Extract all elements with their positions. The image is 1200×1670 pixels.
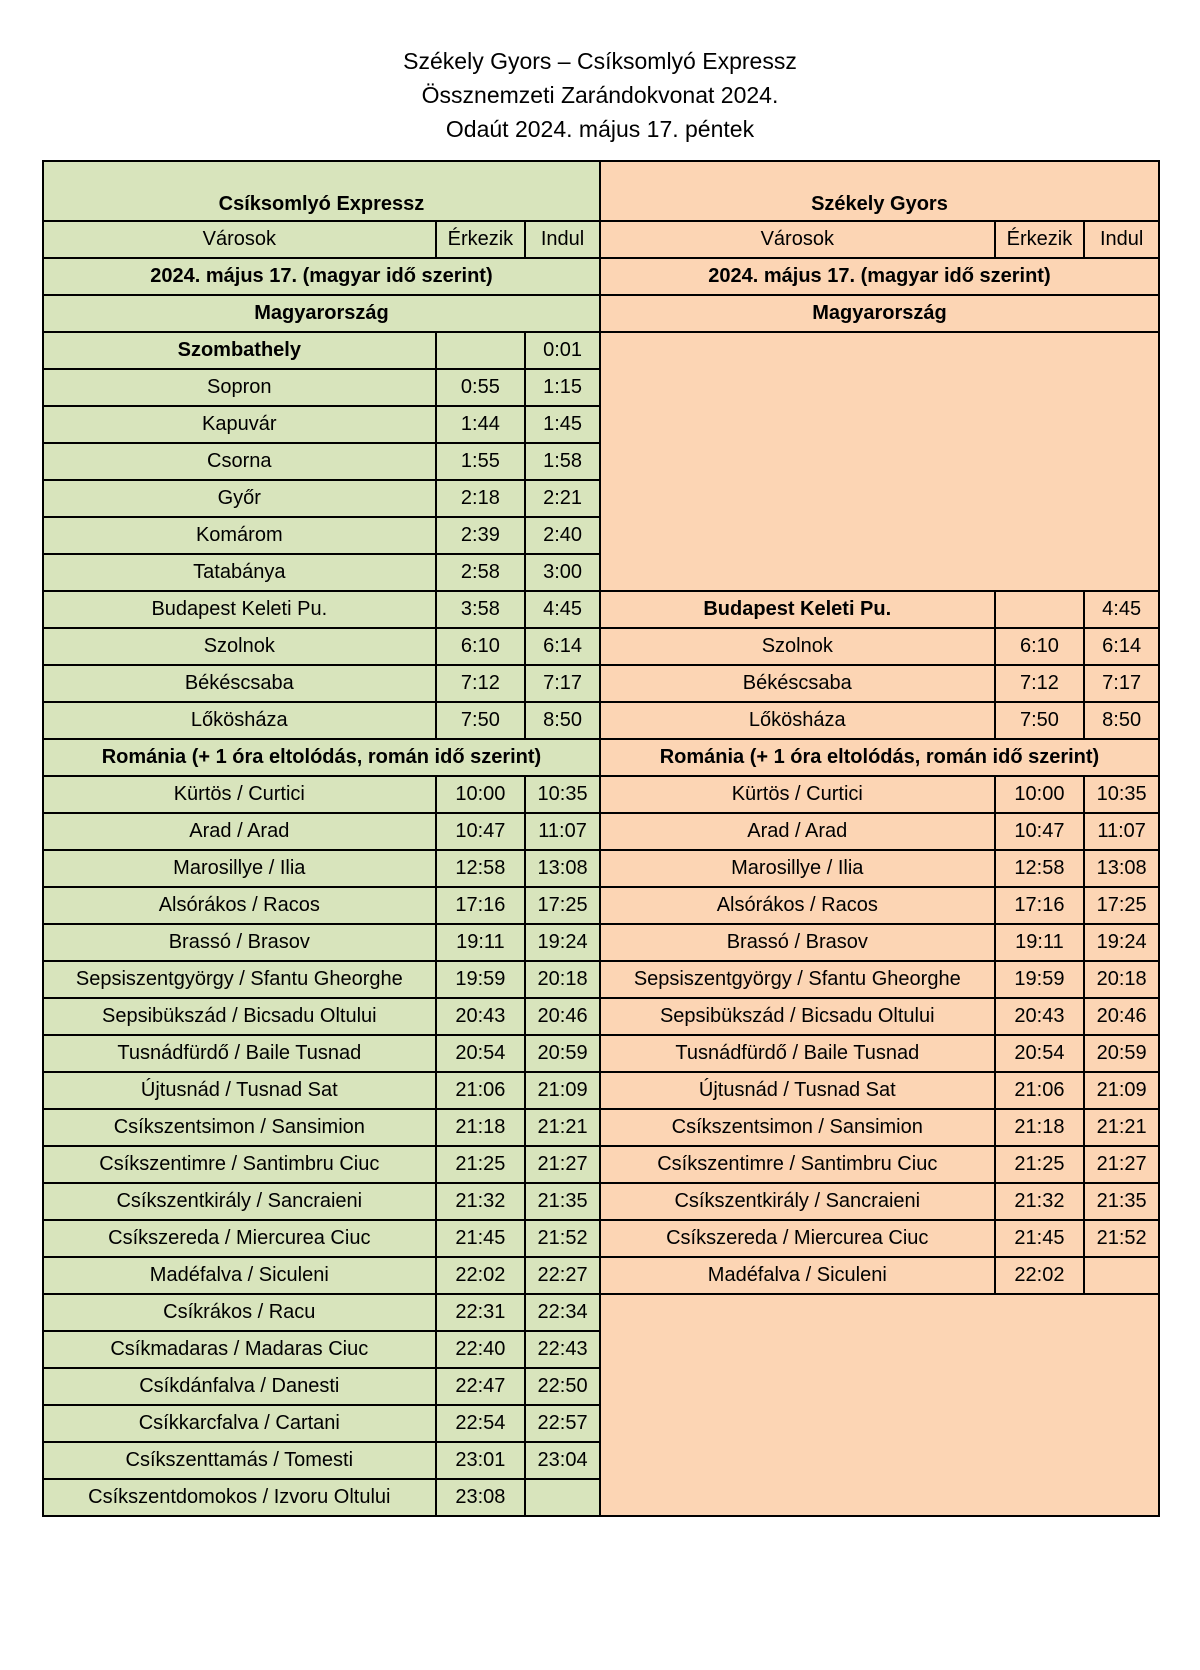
right-departure-cell: 21:27 <box>1084 1146 1159 1183</box>
left-arrival-cell: 0:55 <box>436 369 526 406</box>
right-departure-cell: 20:46 <box>1084 998 1159 1035</box>
left-section-romania: Románia (+ 1 óra eltolódás, román idő szerint) <box>43 739 600 776</box>
left-city-cell: Csíkrákos / Racu <box>43 1294 436 1331</box>
right-departure-cell: 21:21 <box>1084 1109 1159 1146</box>
left-departure-cell: 22:57 <box>525 1405 600 1442</box>
table-row <box>43 998 1159 1035</box>
right-city-cell: Budapest Keleti Pu. <box>600 591 995 628</box>
left-arrival-cell: 3:58 <box>436 591 526 628</box>
left-arrival-cell: 22:31 <box>436 1294 526 1331</box>
left-departure-cell <box>525 1479 600 1516</box>
right-departure-cell: 17:25 <box>1084 887 1159 924</box>
left-departure-cell: 20:46 <box>525 998 600 1035</box>
left-arrival-cell: 19:59 <box>436 961 526 998</box>
left-city-cell: Tusnádfürdő / Baile Tusnad <box>43 1035 436 1072</box>
left-arrival-cell: 23:01 <box>436 1442 526 1479</box>
right-departure-cell: 21:35 <box>1084 1183 1159 1220</box>
right-city-cell: Csíkszentsimon / Sansimion <box>600 1109 995 1146</box>
table-row <box>43 813 1159 850</box>
table-row <box>43 1183 1159 1220</box>
right-arrival-cell: 7:50 <box>995 702 1085 739</box>
left-departure-cell: 22:50 <box>525 1368 600 1405</box>
right-train-title: Székely Gyors <box>600 161 1159 221</box>
table-row <box>43 924 1159 961</box>
left-arrival-cell: 12:58 <box>436 850 526 887</box>
left-departure-cell: 8:50 <box>525 702 600 739</box>
left-arrival-cell: 7:12 <box>436 665 526 702</box>
left-arrival-cell: 2:58 <box>436 554 526 591</box>
left-departure-cell: 4:45 <box>525 591 600 628</box>
table-row <box>43 887 1159 924</box>
left-city-cell: Csíkszenttamás / Tomesti <box>43 1442 436 1479</box>
right-city-cell: Sepsibükszád / Bicsadu Oltului <box>600 998 995 1035</box>
right-city-cell: Brassó / Brasov <box>600 924 995 961</box>
header-line-1: Székely Gyors – Csíksomlyó Expressz <box>403 48 797 74</box>
left-arrival-cell: 22:54 <box>436 1405 526 1442</box>
left-city-cell: Csíkszentimre / Santimbru Ciuc <box>43 1146 436 1183</box>
right-departure-cell: 6:14 <box>1084 628 1159 665</box>
left-city-cell: Marosillye / Ilia <box>43 850 436 887</box>
right-city-cell: Arad / Arad <box>600 813 995 850</box>
right-arrival-cell: 21:25 <box>995 1146 1085 1183</box>
left-city-cell: Tatabánya <box>43 554 436 591</box>
left-departure-cell: 17:25 <box>525 887 600 924</box>
right-arrival-cell: 21:45 <box>995 1220 1085 1257</box>
left-city-cell: Csíkszentdomokos / Izvoru Oltului <box>43 1479 436 1516</box>
right-date-row: 2024. május 17. (magyar idő szerint) <box>600 258 1159 295</box>
right-arrival-cell: 6:10 <box>995 628 1085 665</box>
left-departure-cell: 21:27 <box>525 1146 600 1183</box>
document-header <box>0 44 1200 146</box>
left-city-cell: Csíkszereda / Miercurea Ciuc <box>43 1220 436 1257</box>
left-departure-cell: 2:40 <box>525 517 600 554</box>
left-city-cell: Csorna <box>43 443 436 480</box>
left-departure-cell: 22:34 <box>525 1294 600 1331</box>
right-arrival-cell: 19:11 <box>995 924 1085 961</box>
left-city-cell: Győr <box>43 480 436 517</box>
left-date-row: 2024. május 17. (magyar idő szerint) <box>43 258 600 295</box>
left-city-cell: Brassó / Brasov <box>43 924 436 961</box>
table-row <box>43 776 1159 813</box>
left-arrival-cell: 7:50 <box>436 702 526 739</box>
right-arrival-cell: 21:32 <box>995 1183 1085 1220</box>
left-arrival-cell: 21:06 <box>436 1072 526 1109</box>
left-arrival-cell: 21:18 <box>436 1109 526 1146</box>
left-city-cell: Madéfalva / Siculeni <box>43 1257 436 1294</box>
left-arrival-cell: 10:47 <box>436 813 526 850</box>
left-departure-cell: 19:24 <box>525 924 600 961</box>
right-section-romania: Románia (+ 1 óra eltolódás, román idő szerint) <box>600 739 1159 776</box>
header-line-3: Odaút 2024. május 17. péntek <box>445 116 755 142</box>
right-city-cell: Csíkszereda / Miercurea Ciuc <box>600 1220 995 1257</box>
left-departure-cell: 23:04 <box>525 1442 600 1479</box>
right-city-cell: Lőkösháza <box>600 702 995 739</box>
right-departure-cell: 21:09 <box>1084 1072 1159 1109</box>
left-city-cell: Újtusnád / Tusnad Sat <box>43 1072 436 1109</box>
right-col-departure: Indul <box>1084 221 1159 258</box>
right-arrival-cell: 20:54 <box>995 1035 1085 1072</box>
left-city-cell: Csíkmadaras / Madaras Ciuc <box>43 1331 436 1368</box>
left-departure-cell: 21:52 <box>525 1220 600 1257</box>
right-city-cell: Csíkszentkirály / Sancraieni <box>600 1183 995 1220</box>
table-row <box>43 1146 1159 1183</box>
table-row <box>43 332 1159 369</box>
right-arrival-cell: 19:59 <box>995 961 1085 998</box>
right-departure-cell: 4:45 <box>1084 591 1159 628</box>
left-arrival-cell: 21:45 <box>436 1220 526 1257</box>
left-departure-cell: 1:45 <box>525 406 600 443</box>
left-col-departure: Indul <box>525 221 600 258</box>
left-departure-cell: 7:17 <box>525 665 600 702</box>
right-city-cell: Tusnádfürdő / Baile Tusnad <box>600 1035 995 1072</box>
left-city-cell: Csíkkarcfalva / Cartani <box>43 1405 436 1442</box>
left-city-cell: Békéscsaba <box>43 665 436 702</box>
left-arrival-cell: 21:25 <box>436 1146 526 1183</box>
table-row <box>43 1072 1159 1109</box>
right-city-cell: Kürtös / Curtici <box>600 776 995 813</box>
left-city-cell: Komárom <box>43 517 436 554</box>
table-row <box>43 961 1159 998</box>
right-departure-cell: 7:17 <box>1084 665 1159 702</box>
left-arrival-cell: 22:47 <box>436 1368 526 1405</box>
right-city-cell: Újtusnád / Tusnad Sat <box>600 1072 995 1109</box>
table-row <box>43 1294 1159 1331</box>
left-section-hungary: Magyarország <box>43 295 600 332</box>
left-arrival-cell: 22:02 <box>436 1257 526 1294</box>
left-departure-cell: 2:21 <box>525 480 600 517</box>
right-departure-cell: 20:18 <box>1084 961 1159 998</box>
right-city-cell: Békéscsaba <box>600 665 995 702</box>
table-row <box>43 1257 1159 1294</box>
right-empty-block <box>600 332 1159 591</box>
left-city-cell: Alsórákos / Racos <box>43 887 436 924</box>
right-section-hungary: Magyarország <box>600 295 1159 332</box>
left-arrival-cell: 20:43 <box>436 998 526 1035</box>
table-row <box>43 702 1159 739</box>
left-city-cell: Csíkszentsimon / Sansimion <box>43 1109 436 1146</box>
left-col-city: Városok <box>43 221 436 258</box>
left-departure-cell: 1:58 <box>525 443 600 480</box>
left-departure-cell: 11:07 <box>525 813 600 850</box>
table-row <box>43 628 1159 665</box>
left-arrival-cell: 20:54 <box>436 1035 526 1072</box>
section-row <box>43 739 1159 776</box>
left-city-cell: Kapuvár <box>43 406 436 443</box>
right-departure-cell <box>1084 1257 1159 1294</box>
left-arrival-cell: 21:32 <box>436 1183 526 1220</box>
table-row <box>43 591 1159 628</box>
left-city-cell: Sopron <box>43 369 436 406</box>
left-departure-cell: 20:59 <box>525 1035 600 1072</box>
left-arrival-cell: 2:18 <box>436 480 526 517</box>
right-arrival-cell: 21:18 <box>995 1109 1085 1146</box>
left-arrival-cell: 6:10 <box>436 628 526 665</box>
left-city-cell: Csíkdánfalva / Danesti <box>43 1368 436 1405</box>
left-city-cell: Lőkösháza <box>43 702 436 739</box>
right-city-cell: Marosillye / Ilia <box>600 850 995 887</box>
left-city-cell: Sepsibükszád / Bicsadu Oltului <box>43 998 436 1035</box>
left-city-cell: Arad / Arad <box>43 813 436 850</box>
right-empty-block <box>600 1294 1159 1516</box>
left-departure-cell: 22:27 <box>525 1257 600 1294</box>
left-departure-cell: 13:08 <box>525 850 600 887</box>
right-arrival-cell <box>995 591 1085 628</box>
left-departure-cell: 10:35 <box>525 776 600 813</box>
left-city-cell: Csíkszentkirály / Sancraieni <box>43 1183 436 1220</box>
right-col-arrival: Érkezik <box>995 221 1085 258</box>
right-departure-cell: 21:52 <box>1084 1220 1159 1257</box>
timetable <box>42 160 1160 1517</box>
table-row <box>43 1035 1159 1072</box>
right-arrival-cell: 22:02 <box>995 1257 1085 1294</box>
left-city-cell: Szolnok <box>43 628 436 665</box>
right-arrival-cell: 17:16 <box>995 887 1085 924</box>
right-departure-cell: 20:59 <box>1084 1035 1159 1072</box>
left-city-cell: Szombathely <box>43 332 436 369</box>
left-departure-cell: 21:21 <box>525 1109 600 1146</box>
right-arrival-cell: 12:58 <box>995 850 1085 887</box>
right-departure-cell: 11:07 <box>1084 813 1159 850</box>
right-city-cell: Szolnok <box>600 628 995 665</box>
left-arrival-cell: 2:39 <box>436 517 526 554</box>
right-city-cell: Sepsiszentgyörgy / Sfantu Gheorghe <box>600 961 995 998</box>
table-row <box>43 665 1159 702</box>
right-departure-cell: 8:50 <box>1084 702 1159 739</box>
left-arrival-cell: 23:08 <box>436 1479 526 1516</box>
right-departure-cell: 10:35 <box>1084 776 1159 813</box>
right-departure-cell: 13:08 <box>1084 850 1159 887</box>
left-departure-cell: 0:01 <box>525 332 600 369</box>
left-arrival-cell: 10:00 <box>436 776 526 813</box>
left-arrival-cell: 1:44 <box>436 406 526 443</box>
left-departure-cell: 21:09 <box>525 1072 600 1109</box>
left-departure-cell: 22:43 <box>525 1331 600 1368</box>
right-city-cell: Csíkszentimre / Santimbru Ciuc <box>600 1146 995 1183</box>
left-arrival-cell: 17:16 <box>436 887 526 924</box>
left-col-arrival: Érkezik <box>436 221 526 258</box>
right-city-cell: Madéfalva / Siculeni <box>600 1257 995 1294</box>
right-arrival-cell: 7:12 <box>995 665 1085 702</box>
left-arrival-cell: 22:40 <box>436 1331 526 1368</box>
right-departure-cell: 19:24 <box>1084 924 1159 961</box>
right-arrival-cell: 20:43 <box>995 998 1085 1035</box>
left-city-cell: Sepsiszentgyörgy / Sfantu Gheorghe <box>43 961 436 998</box>
table-row <box>43 850 1159 887</box>
right-col-city: Városok <box>600 221 995 258</box>
left-departure-cell: 20:18 <box>525 961 600 998</box>
right-arrival-cell: 21:06 <box>995 1072 1085 1109</box>
left-arrival-cell: 19:11 <box>436 924 526 961</box>
left-departure-cell: 3:00 <box>525 554 600 591</box>
left-departure-cell: 1:15 <box>525 369 600 406</box>
left-departure-cell: 21:35 <box>525 1183 600 1220</box>
header-line-2: Össznemzeti Zarándokvonat 2024. <box>421 82 779 108</box>
table-row <box>43 1220 1159 1257</box>
left-city-cell: Kürtös / Curtici <box>43 776 436 813</box>
left-arrival-cell <box>436 332 526 369</box>
right-arrival-cell: 10:47 <box>995 813 1085 850</box>
table-row <box>43 1109 1159 1146</box>
right-arrival-cell: 10:00 <box>995 776 1085 813</box>
left-arrival-cell: 1:55 <box>436 443 526 480</box>
left-city-cell: Budapest Keleti Pu. <box>43 591 436 628</box>
right-city-cell: Alsórákos / Racos <box>600 887 995 924</box>
left-train-title: Csíksomlyó Expressz <box>43 161 600 221</box>
left-departure-cell: 6:14 <box>525 628 600 665</box>
